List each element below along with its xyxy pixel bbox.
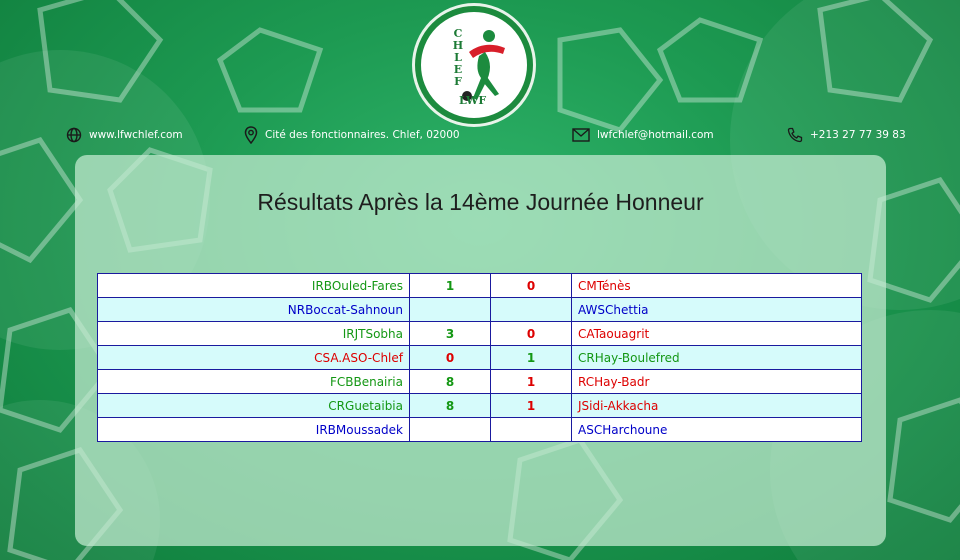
home-team: FCBBenairia — [98, 370, 410, 394]
contact-phone[interactable] — [787, 124, 906, 146]
match-row — [98, 418, 862, 442]
contact-email[interactable] — [572, 124, 714, 146]
away-team: ASCHarchoune — [572, 418, 862, 442]
away-score: 1 — [491, 346, 572, 370]
match-row — [98, 346, 862, 370]
away-team: CRHay-Boulefred — [572, 346, 862, 370]
away-team: CATaouagrit — [572, 322, 862, 346]
home-score — [410, 418, 491, 442]
match-row — [98, 394, 862, 418]
home-team: IRBOuled-Fares — [98, 274, 410, 298]
home-score — [410, 298, 491, 322]
home-team: NRBoccat-Sahnoun — [98, 298, 410, 322]
match-row — [98, 298, 862, 322]
home-score: 3 — [410, 322, 491, 346]
away-team: JSidi-Akkacha — [572, 394, 862, 418]
contact-address — [244, 124, 460, 146]
home-team: IRBMoussadek — [98, 418, 410, 442]
globe-icon — [66, 127, 82, 143]
league-logo — [415, 6, 533, 124]
home-score: 8 — [410, 370, 491, 394]
match-row — [98, 274, 862, 298]
away-score: 1 — [491, 394, 572, 418]
away-score: 1 — [491, 370, 572, 394]
logo-lettering: C H L E F — [452, 27, 464, 88]
away-score — [491, 298, 572, 322]
home-score: 8 — [410, 394, 491, 418]
logo-subtitle: LWF — [459, 94, 487, 107]
home-score: 0 — [410, 346, 491, 370]
phone-icon — [787, 127, 803, 143]
envelope-icon — [572, 128, 590, 142]
home-score: 1 — [410, 274, 491, 298]
home-team: CRGuetaibia — [98, 394, 410, 418]
location-pin-icon — [244, 126, 258, 144]
away-score: 0 — [491, 274, 572, 298]
phone-text: +213 27 77 39 83 — [810, 129, 906, 141]
away-team: RCHay-Badr — [572, 370, 862, 394]
home-team: IRJTSobha — [98, 322, 410, 346]
away-team: AWSChettia — [572, 298, 862, 322]
results-panel — [75, 155, 886, 546]
email-text: lwfchlef@hotmail.com — [597, 129, 714, 141]
website-text: www.lfwchlef.com — [89, 129, 183, 141]
address-text: Cité des fonctionnaires. Chlef, 02000 — [265, 129, 460, 141]
results-table — [97, 273, 862, 442]
away-score — [491, 418, 572, 442]
away-score: 0 — [491, 322, 572, 346]
page-title: Résultats Après la 14ème Journée Honneur — [257, 189, 704, 215]
contact-website[interactable] — [66, 124, 183, 146]
home-team: CSA.ASO-Chlef — [98, 346, 410, 370]
away-team: CMTénès — [572, 274, 862, 298]
match-row — [98, 370, 862, 394]
match-row — [98, 322, 862, 346]
